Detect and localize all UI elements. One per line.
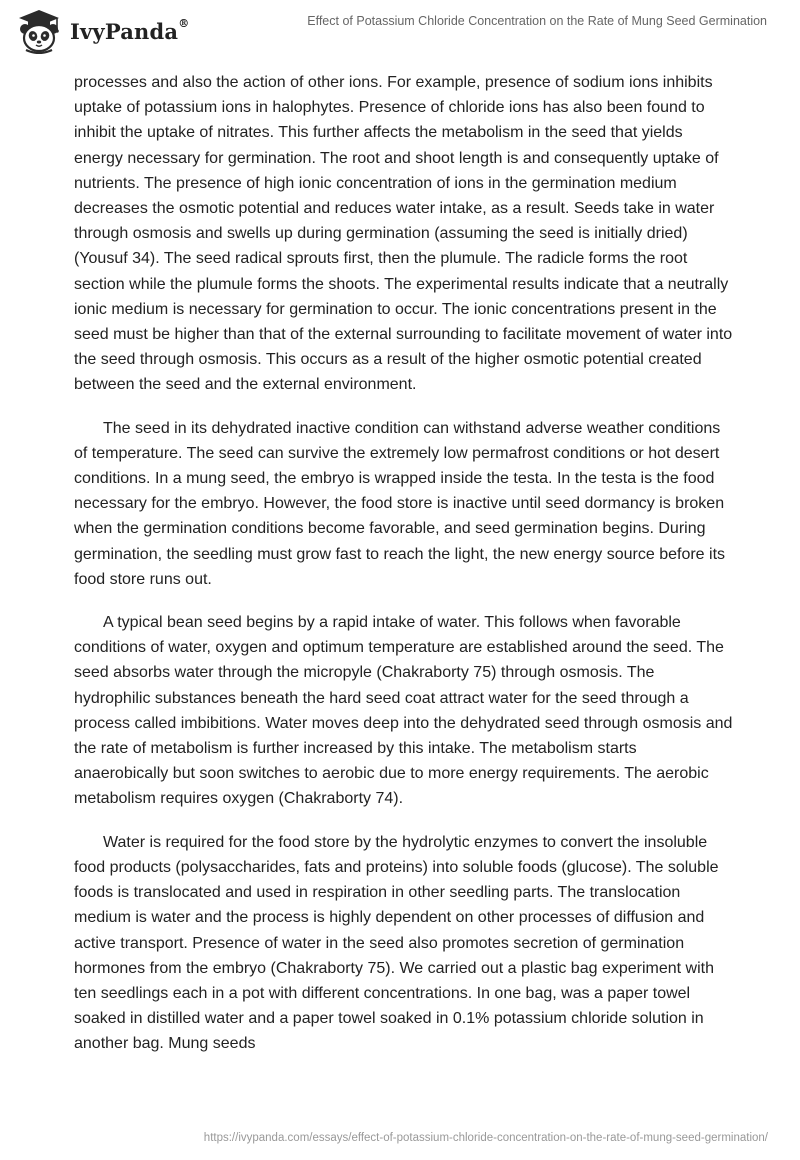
paragraph: The seed in its dehydrated inactive condition can withstand adverse weather conditions of temperature. The seed can survive the extremely low permafrost conditions or hot desert conditions. In a mung seed, the embryo is wrapped inside the testa. In the testa is the food necessary for the embryo. However, the food store is inactive until seed dormancy is broken when the germination conditions become favorable, and seed germination begins. During germination, the seedling must grow fast to reach the light, the new energy source before its food store runs out. bbox=[74, 419, 726, 588]
paragraph: Water is required for the food store by the hydrolytic enzymes to convert the insoluble food products (polysaccharides, fats and proteins) into soluble foods (glucose). The soluble foods is translocated and used in respiration in other seedling parts. The translocation medium is water and the process is highly dependent on other processes of diffusion and active transport. Presence of water in the seed also promotes secretion of germination hormones from the embryo (Chakraborty 75). We carried out a plastic bag experiment with ten seedlings each in a pot with different concentrations. In one bag, was a paper towel soaked in distilled water and a paper towel soaked in 0.1% potassium chloride solution in another bag. Mung seeds bbox=[74, 833, 719, 1053]
ivypanda-logo[interactable] bbox=[14, 8, 189, 54]
document-title: Effect of Potassium Chloride Concentration on the Rate of Mung Seed Germination bbox=[307, 14, 767, 28]
panda-graduate-icon bbox=[14, 8, 64, 54]
page-header bbox=[0, 0, 800, 60]
paragraph: processes and also the action of other ions. For example, presence of sodium ions inhibits uptake of potassium ions in halophytes. Presence of chloride ions has also been found to inhibit the uptake of nitrates. This further affects the metabolism in the seed that yields energy necessary for germination. The root and shoot length is and consequently uptake of nutrients. The presence of high ionic concentration of ions in the germination medium decreases the osmotic potential and reduces water intake, as a result. Seeds take in water through osmosis and swells up during germination (assuming the seed is initially dried) (Yousuf 34). The seed radical sprouts first, then the plumule. The radicle forms the root section while the plumule forms the shoots. The experimental results indicate that a neutrally ionic medium is necessary for germination to occur. The ionic concentrations present in the seed must be higher than that of the external surrounding to facilitate movement of water into the seed through osmosis. This occurs as a result of the higher osmotic potential created between the seed and the external environment. bbox=[74, 74, 733, 394]
essay-body bbox=[74, 70, 734, 1075]
source-url[interactable]: https://ivypanda.com/essays/effect-of-potassium-chloride-concentration-on-the-rate-of-mung-seed-germination/ bbox=[203, 1132, 768, 1144]
brand-name: IvyPanda® bbox=[70, 16, 190, 44]
paragraph: A typical bean seed begins by a rapid intake of water. This follows when favorable conditions of water, oxygen and optimum temperature are established around the seed. The seed absorbs water through the micropyle (Chakraborty 75) through osmosis. The hydrophilic substances beneath the hard seed coat attract water for the seed through a process called imbibitions. Water moves deep into the dehydrated seed through osmosis and the rate of metabolism is further increased by this intake. The metabolism starts anaerobically but soon switches to aerobic due to more energy requirements. The aerobic metabolism requires oxygen (Chakraborty 74). bbox=[74, 614, 733, 808]
